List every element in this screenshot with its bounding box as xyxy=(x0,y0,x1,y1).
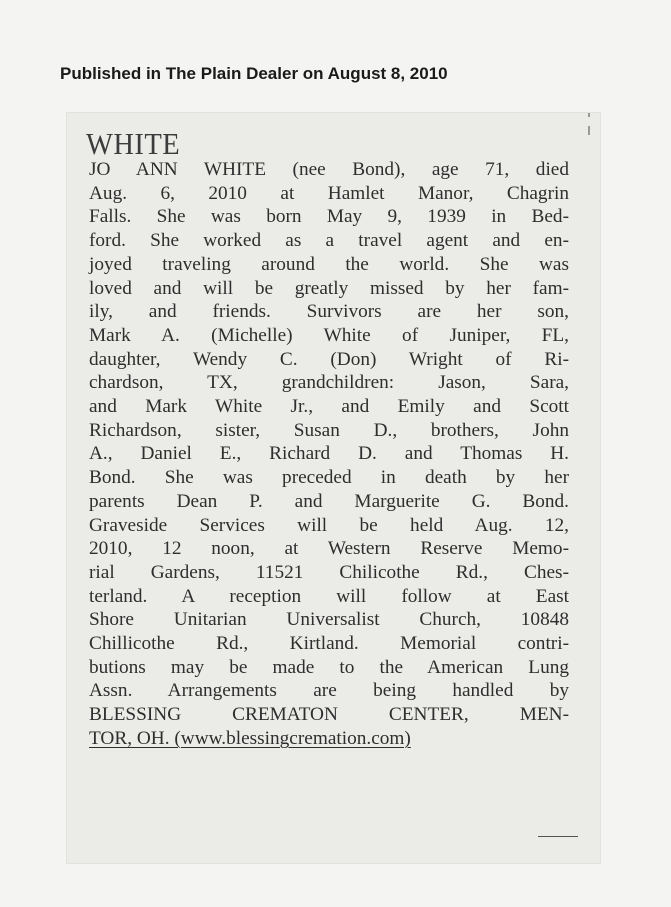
obituary-line: butions may be made to the American Lung xyxy=(89,656,569,678)
obituary-line: terland. A reception will follow at East xyxy=(89,585,569,607)
obituary-surname-heading: WHITE xyxy=(86,126,181,161)
obituary-line: A., Daniel E., Richard D. and Thomas H. xyxy=(89,443,569,465)
obituary-line: Richardson, sister, Susan D., brothers, John xyxy=(89,419,569,441)
obituary-line: Graveside Services will be held Aug. 12, xyxy=(89,514,569,536)
obituary-line: Mark A. (Michelle) White of Juniper, FL, xyxy=(89,324,569,346)
obituary-line: rial Gardens, 11521 Chilicothe Rd., Ches- xyxy=(89,561,569,583)
obituary-line: chardson, TX, grandchildren: Jason, Sara, xyxy=(89,372,569,394)
obituary-line: ford. She worked as a travel agent and en- xyxy=(89,230,569,252)
scan-mark xyxy=(588,126,590,135)
obituary-line: Chillicothe Rd., Kirtland. Memorial contri- xyxy=(89,633,569,655)
obituary-line: 2010, 12 noon, at Western Reserve Memo- xyxy=(89,538,569,560)
obituary-line: BLESSING CREMATON CENTER, MEN- xyxy=(89,704,569,726)
obituary-body xyxy=(89,158,569,751)
obituary-line: Aug. 6, 2010 at Hamlet Manor, Chagrin xyxy=(89,182,569,204)
obituary-line: parents Dean P. and Marguerite G. Bond. xyxy=(89,490,569,512)
closing-rule xyxy=(538,836,578,837)
publication-line: Published in The Plain Dealer on August 8, 2010 xyxy=(60,64,448,83)
obituary-line: daughter, Wendy C. (Don) Wright of Ri- xyxy=(89,348,569,370)
obituary-line: Assn. Arrangements are being handled by xyxy=(89,680,569,702)
obituary-line: Falls. She was born May 9, 1939 in Bed- xyxy=(89,206,569,228)
scan-mark xyxy=(588,113,590,117)
obituary-line: ily, and friends. Survivors are her son, xyxy=(89,301,569,323)
obituary-line: Shore Unitarian Universalist Church, 10848 xyxy=(89,609,569,631)
obituary-line: Bond. She was preceded in death by her xyxy=(89,467,569,489)
obituary-line: JO ANN WHITE (nee Bond), age 71, died xyxy=(89,159,569,180)
obituary-line: joyed traveling around the world. She was xyxy=(89,253,569,275)
obituary-closing-line: TOR, OH. (www.blessingcremation.com) xyxy=(89,727,411,749)
obituary-line: and Mark White Jr., and Emily and Scott xyxy=(89,396,569,418)
obituary-line: loved and will be greatly missed by her fam- xyxy=(89,277,569,299)
